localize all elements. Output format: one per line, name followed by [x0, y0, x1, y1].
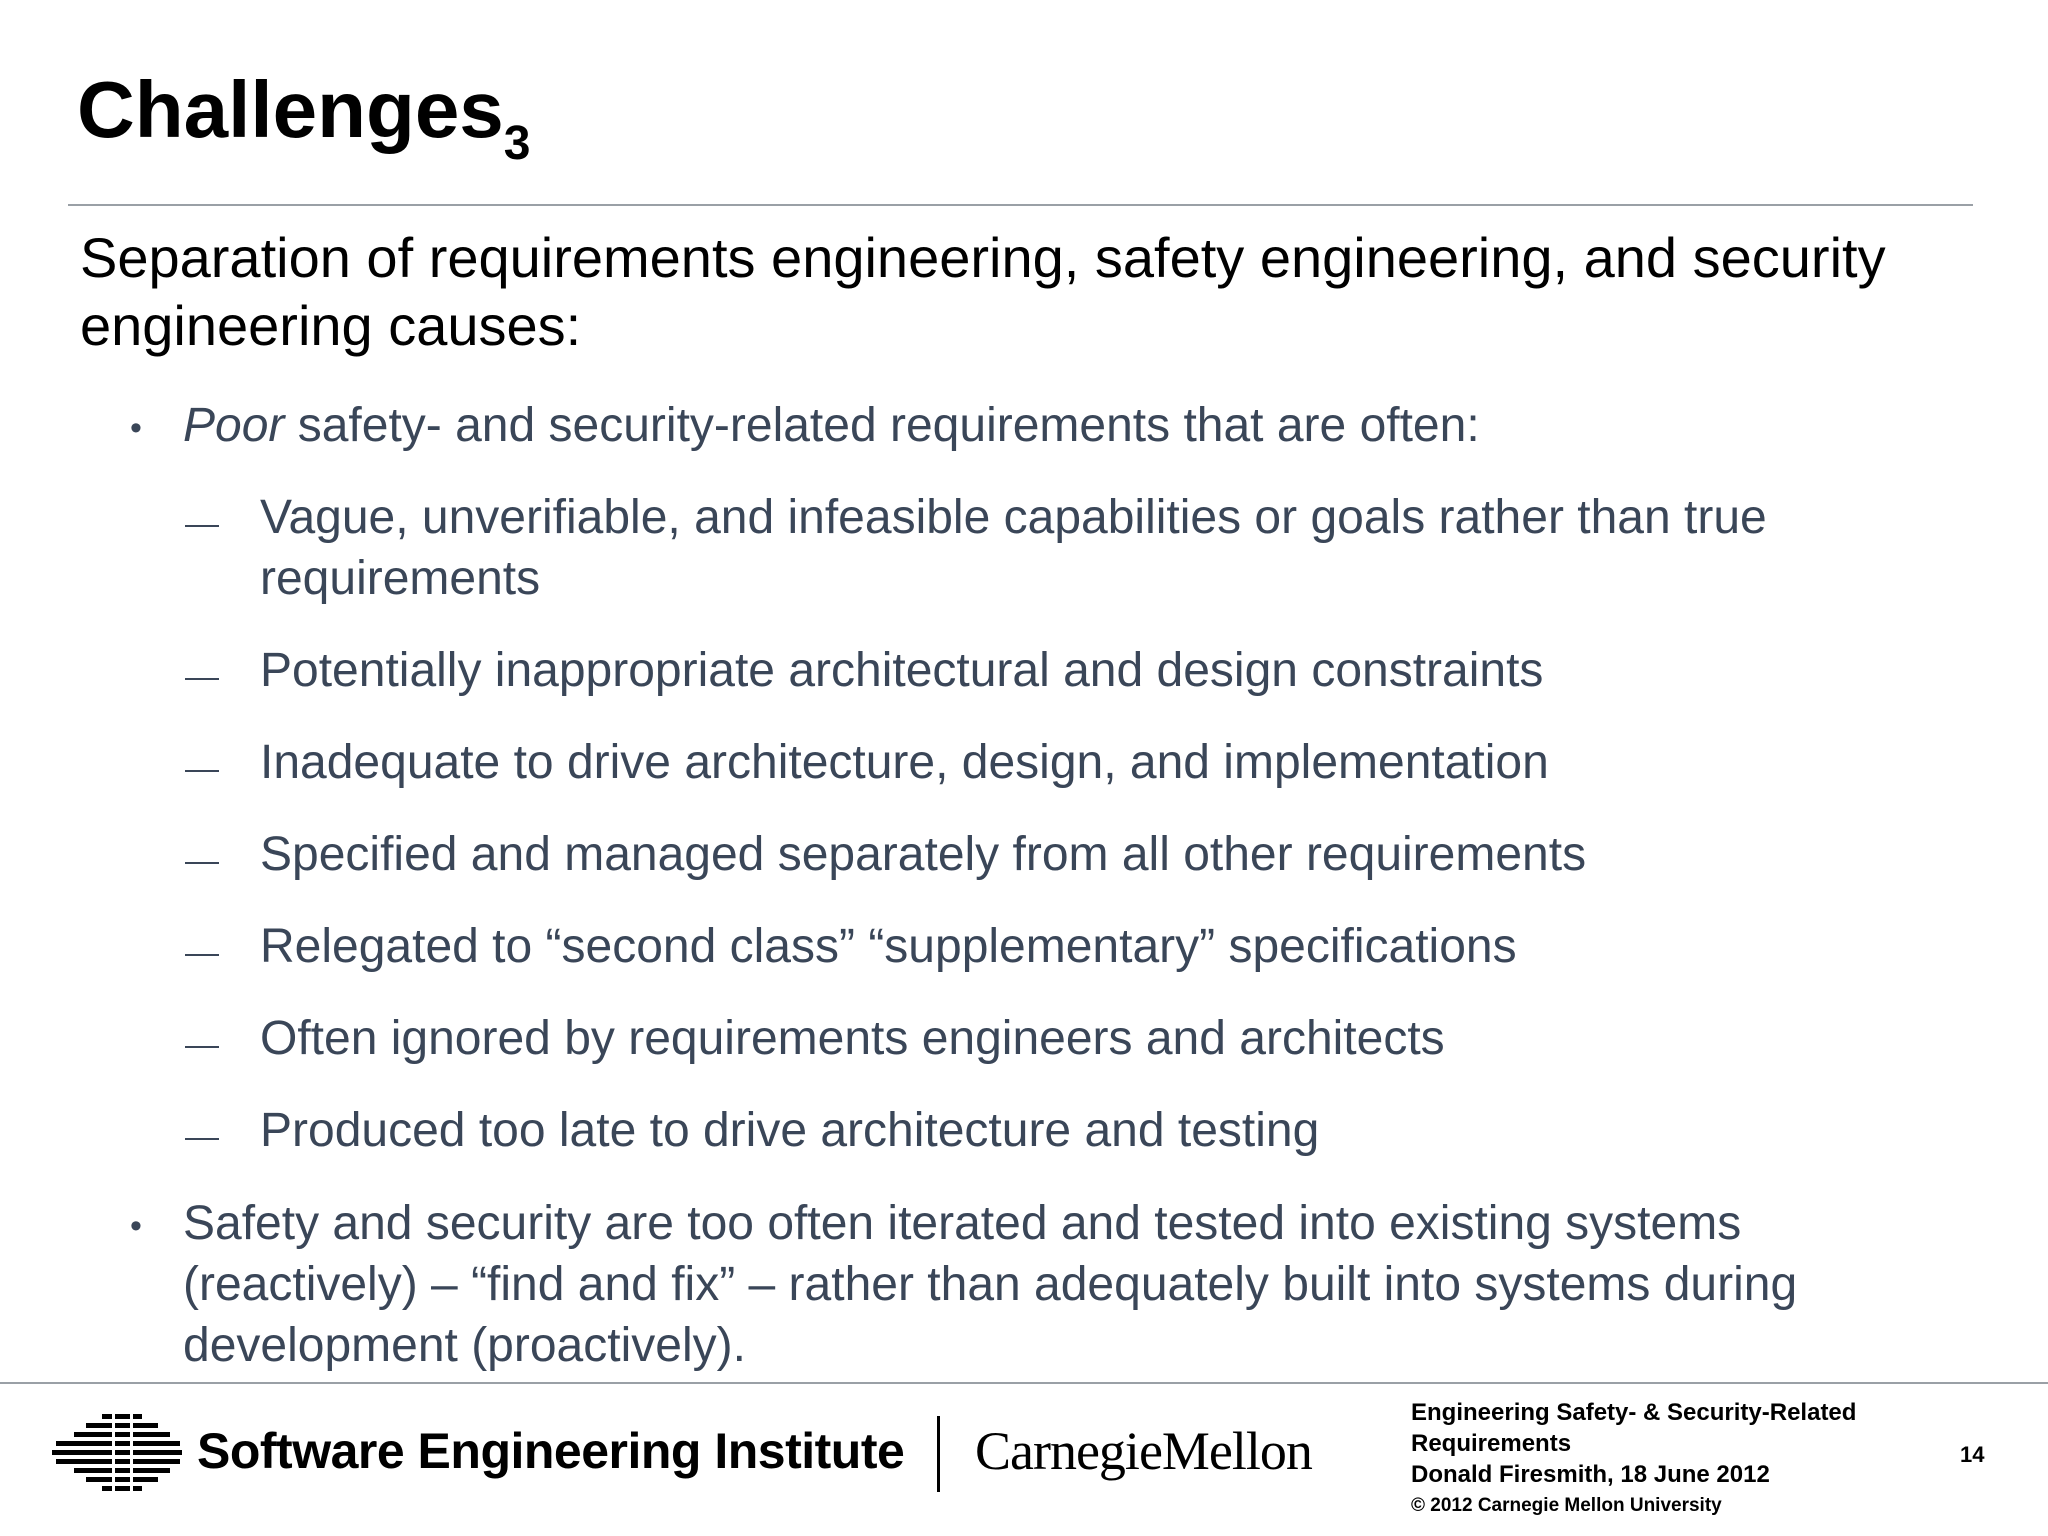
- dash-marker: [185, 1046, 219, 1048]
- bullet-1-body: safety- and security-related requirements that are often:: [284, 399, 1480, 452]
- dash-marker: [185, 1138, 219, 1140]
- intro-text: Separation of requirements engineering, safety engineering, and security engineering causes:: [80, 226, 1886, 357]
- footer-divider: [0, 1382, 2048, 1384]
- footer-info: [1411, 1397, 1911, 1490]
- bullet-2-line-2: (reactively) – “find and fix” – rather than adequately built into systems during: [183, 1258, 1798, 1311]
- subitem-1-line-1: Vague, unverifiable, and infeasible capabilities or goals rather than true: [260, 491, 1767, 544]
- footer-separator: [937, 1416, 940, 1492]
- bullet-1-emphasis: Poor: [183, 399, 285, 452]
- title-divider: [68, 204, 1973, 206]
- page-number: 14: [1960, 1442, 1985, 1467]
- presenter-date: Donald Firesmith, 18 June 2012: [1411, 1461, 1770, 1488]
- bullet-2-line-3: development (proactively).: [183, 1319, 746, 1372]
- subitem-5: Relegated to “second class” “supplementary” specifications: [260, 920, 1517, 973]
- subitem-2: Potentially inappropriate architectural and design constraints: [260, 644, 1544, 697]
- bullet-1-text: [183, 395, 1480, 456]
- subitem-1-line-2: requirements: [260, 552, 541, 605]
- copyright: © 2012 Carnegie Mellon University: [1411, 1495, 1722, 1516]
- dash-marker: [185, 525, 219, 527]
- subitem-4: Specified and managed separately from all other requirements: [260, 828, 1587, 881]
- bullet-marker: •: [130, 1207, 142, 1245]
- subitem-3: Inadequate to drive architecture, design, and implementation: [260, 736, 1549, 789]
- university-name: CarnegieMellon: [975, 1421, 1312, 1481]
- subitem-6: Often ignored by requirements engineers and architects: [260, 1012, 1445, 1065]
- slide-title: [77, 60, 531, 170]
- sei-striped-globe-icon: [52, 1412, 182, 1497]
- dash-marker: [185, 862, 219, 864]
- presentation-title: Engineering Safety- & Security-Related Requirements: [1411, 1399, 1857, 1457]
- institute-name: Software Engineering Institute: [197, 1423, 905, 1479]
- dash-marker: [185, 954, 219, 956]
- slide-title-text: Challenges: [77, 65, 504, 154]
- subitem-7: Produced too late to drive architecture and testing: [260, 1104, 1320, 1157]
- bullet-marker: •: [130, 409, 142, 447]
- slide-title-subscript: 3: [503, 117, 531, 170]
- dash-marker: [185, 678, 219, 680]
- bullet-2-line-1: Safety and security are too often iterated and tested into existing systems: [183, 1197, 1742, 1250]
- dash-marker: [185, 770, 219, 772]
